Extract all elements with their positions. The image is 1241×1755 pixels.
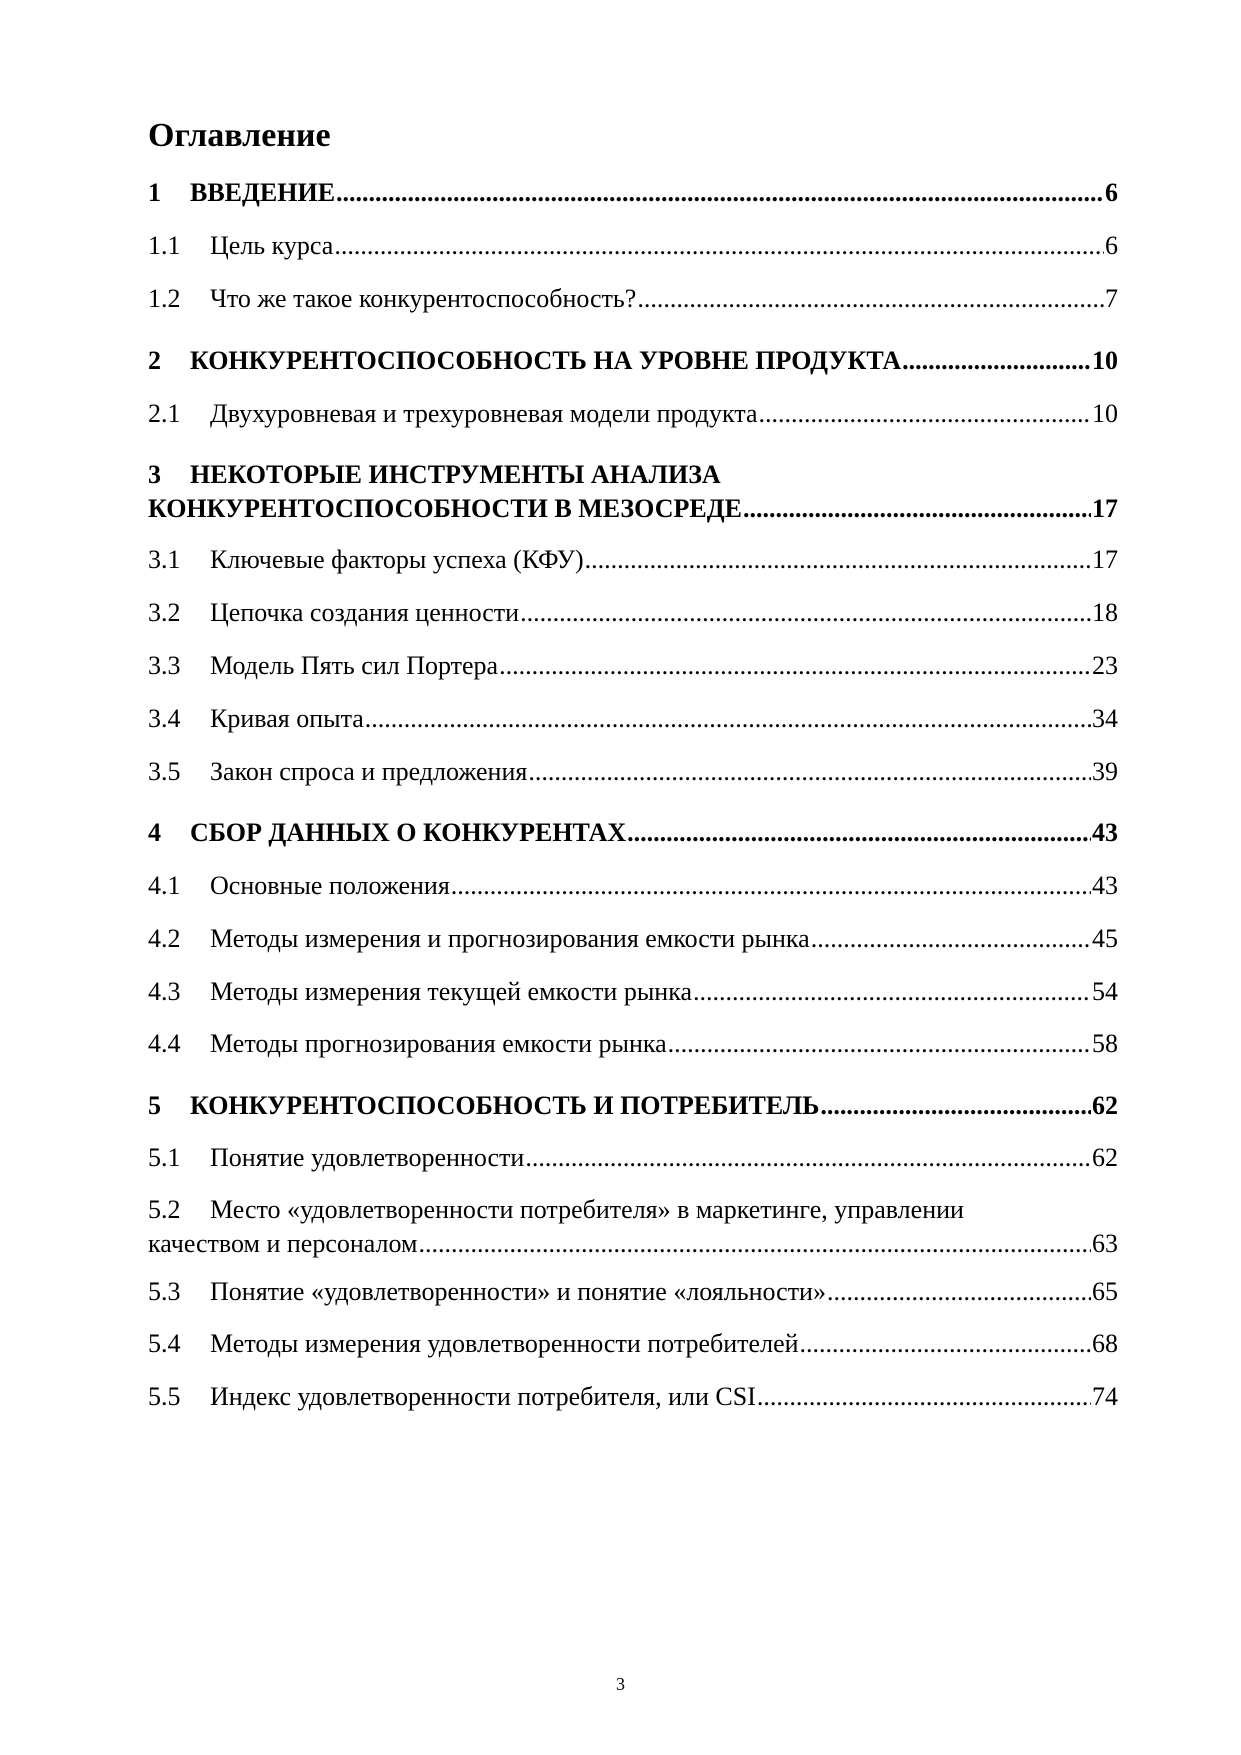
toc-entry-title: ВВЕДЕНИЕ	[190, 178, 336, 207]
toc-entry-3-4[interactable]	[148, 702, 1118, 736]
toc-entry-number: 4.2	[148, 924, 181, 953]
dot-leader	[759, 397, 1091, 431]
toc-entry-number: 5.3	[148, 1277, 181, 1306]
toc-entry-number: 1	[148, 178, 161, 207]
toc-entry-number: 4.3	[148, 977, 181, 1006]
toc-entry-page: 10	[1092, 346, 1118, 375]
toc-entry-title: Закон спроса и предложения	[210, 757, 528, 786]
toc-entry-5-4[interactable]	[148, 1327, 1118, 1361]
dot-leader	[418, 1227, 1091, 1261]
toc-entry-1[interactable]	[148, 176, 1118, 210]
toc-entry-number: 3.3	[148, 651, 181, 680]
dot-leader	[827, 1275, 1091, 1309]
dot-leader	[451, 869, 1091, 903]
toc-entry-5[interactable]	[148, 1089, 1118, 1123]
toc-entry-title: Методы измерения и прогнозирования емкости рынка	[210, 924, 810, 953]
toc-entry-title: Понятие «удовлетворенности» и понятие «лояльности»	[210, 1277, 826, 1306]
toc-entry-page: 39	[1092, 757, 1118, 786]
toc-entry-5-1[interactable]	[148, 1141, 1118, 1175]
toc-entry-number: 2.1	[148, 399, 181, 428]
toc-entry-3-2[interactable]	[148, 596, 1118, 630]
toc-entry-page: 6	[1105, 178, 1118, 207]
toc-entry-3-1[interactable]	[148, 543, 1118, 577]
dot-leader	[800, 1327, 1091, 1361]
toc-entry-number: 1.2	[148, 284, 181, 313]
toc-entry-title: КОНКУРЕНТОСПОСОБНОСТЬ И ПОТРЕБИТЕЛЬ	[190, 1091, 820, 1120]
toc-entry-page: 17	[1092, 545, 1118, 574]
toc-entry-number: 5.5	[148, 1382, 181, 1411]
toc-entry-page: 74	[1092, 1382, 1118, 1411]
toc-entry-page: 63	[1092, 1229, 1118, 1258]
toc-entry-title: Цель курса	[210, 231, 334, 260]
toc-entry-1-2[interactable]	[148, 282, 1118, 316]
dot-leader	[637, 282, 1104, 316]
dot-leader	[902, 344, 1091, 378]
toc-entry-number: 1.1	[148, 231, 181, 260]
toc-entry-number: 3.2	[148, 598, 181, 627]
dot-leader	[520, 596, 1091, 630]
toc-entry-4-1[interactable]	[148, 869, 1118, 903]
toc-entry-number: 4.1	[148, 871, 181, 900]
toc-entry-page: 68	[1092, 1329, 1118, 1358]
toc-entry-number: 2	[148, 346, 161, 375]
toc-entry-title: Методы измерения текущей емкости рынка	[210, 977, 692, 1006]
dot-leader	[585, 543, 1091, 577]
toc-entry-5-3[interactable]	[148, 1275, 1118, 1309]
toc-entry-page: 58	[1092, 1029, 1118, 1058]
toc-heading: Оглавление	[148, 117, 331, 154]
page-number: 3	[616, 1674, 625, 1694]
toc-entry-number: 3.1	[148, 545, 181, 574]
toc-entry-title-line2: качеством и персоналом	[148, 1229, 418, 1258]
toc-entry-page: 10	[1092, 399, 1118, 428]
toc-entry-page: 62	[1092, 1091, 1118, 1120]
dot-leader	[334, 229, 1104, 263]
toc-entry-title: Ключевые факторы успеха (КФУ)	[210, 545, 584, 574]
dot-leader	[668, 1027, 1091, 1061]
toc-entry-title: Индекс удовлетворенности потребителя, или CSI	[210, 1382, 756, 1411]
toc-entry-title-line1: НЕКОТОРЫЕ ИНСТРУМЕНТЫ АНАЛИЗА	[190, 460, 721, 489]
toc-entry-page: 54	[1092, 977, 1118, 1006]
toc-entry-number: 3.4	[148, 704, 181, 733]
dot-leader	[627, 816, 1091, 850]
toc-entry-4[interactable]	[148, 816, 1118, 850]
toc-entry-title: Основные положения	[210, 871, 450, 900]
dot-leader	[693, 975, 1091, 1009]
toc-entry-number: 3.5	[148, 757, 181, 786]
toc-entry-title: Цепочка создания ценности	[210, 598, 520, 627]
dot-leader	[757, 1380, 1091, 1414]
toc-entry-page: 6	[1105, 231, 1118, 260]
toc-entry-title: КОНКУРЕНТОСПОСОБНОСТЬ НА УРОВНЕ ПРОДУКТА	[190, 346, 902, 375]
dot-leader	[820, 1089, 1091, 1123]
toc-entry-4-3[interactable]	[148, 975, 1118, 1009]
dot-leader	[743, 492, 1091, 526]
dot-leader	[336, 176, 1104, 210]
toc-entry-title: Понятие удовлетворенности	[210, 1143, 525, 1172]
toc-entry-number: 5.2	[148, 1195, 181, 1224]
toc-entry-title: Методы измерения удовлетворенности потребителей	[210, 1329, 799, 1358]
toc-entry-page: 18	[1092, 598, 1118, 627]
toc-entry-page: 43	[1092, 818, 1118, 847]
toc-entry-4-2[interactable]	[148, 922, 1118, 956]
toc-entry-5-2[interactable]	[148, 1193, 1118, 1261]
toc-entry-3[interactable]	[148, 458, 1118, 526]
toc-entry-2[interactable]	[148, 344, 1118, 378]
toc-entry-number: 4	[148, 818, 161, 847]
toc-entry-number: 3	[148, 460, 161, 489]
toc-entry-number: 5.4	[148, 1329, 181, 1358]
toc-entry-title-line1: Место «удовлетворенности потребителя» в маркетинге, управлении	[210, 1195, 964, 1224]
toc-entry-4-4[interactable]	[148, 1027, 1118, 1061]
dot-leader	[525, 1141, 1091, 1175]
toc-entry-page: 34	[1092, 704, 1118, 733]
toc-entry-3-5[interactable]	[148, 755, 1118, 789]
dot-leader	[499, 649, 1091, 683]
toc-entry-5-5[interactable]	[148, 1380, 1118, 1414]
toc-entry-page: 17	[1092, 494, 1118, 523]
toc-entry-3-3[interactable]	[148, 649, 1118, 683]
toc-entry-page: 65	[1092, 1277, 1118, 1306]
toc-entry-number: 5.1	[148, 1143, 181, 1172]
toc-entry-title: СБОР ДАННЫХ О КОНКУРЕНТАХ	[190, 818, 627, 847]
toc-entry-page: 23	[1092, 651, 1118, 680]
toc-entry-number: 5	[148, 1091, 161, 1120]
toc-entry-title: Методы прогнозирования емкости рынка	[210, 1029, 667, 1058]
dot-leader	[811, 922, 1091, 956]
toc-entry-title: Двухуровневая и трехуровневая модели продукта	[210, 399, 758, 428]
toc-entry-page: 43	[1092, 871, 1118, 900]
toc-entry-2-1[interactable]	[148, 397, 1118, 431]
toc-entry-page: 7	[1105, 284, 1118, 313]
toc-entry-page: 45	[1092, 924, 1118, 953]
toc-entry-number: 4.4	[148, 1029, 181, 1058]
toc-entry-title: Кривая опыта	[210, 704, 364, 733]
toc-entry-title-line2: КОНКУРЕНТОСПОСОБНОСТИ В МЕЗОСРЕДЕ	[148, 494, 742, 523]
toc-entry-1-1[interactable]	[148, 229, 1118, 263]
toc-entry-title: Что же такое конкурентоспособность?	[210, 284, 637, 313]
dot-leader	[528, 755, 1091, 789]
dot-leader	[365, 702, 1091, 736]
toc-entry-page: 62	[1092, 1143, 1118, 1172]
toc-entry-title: Модель Пять сил Портера	[210, 651, 499, 680]
